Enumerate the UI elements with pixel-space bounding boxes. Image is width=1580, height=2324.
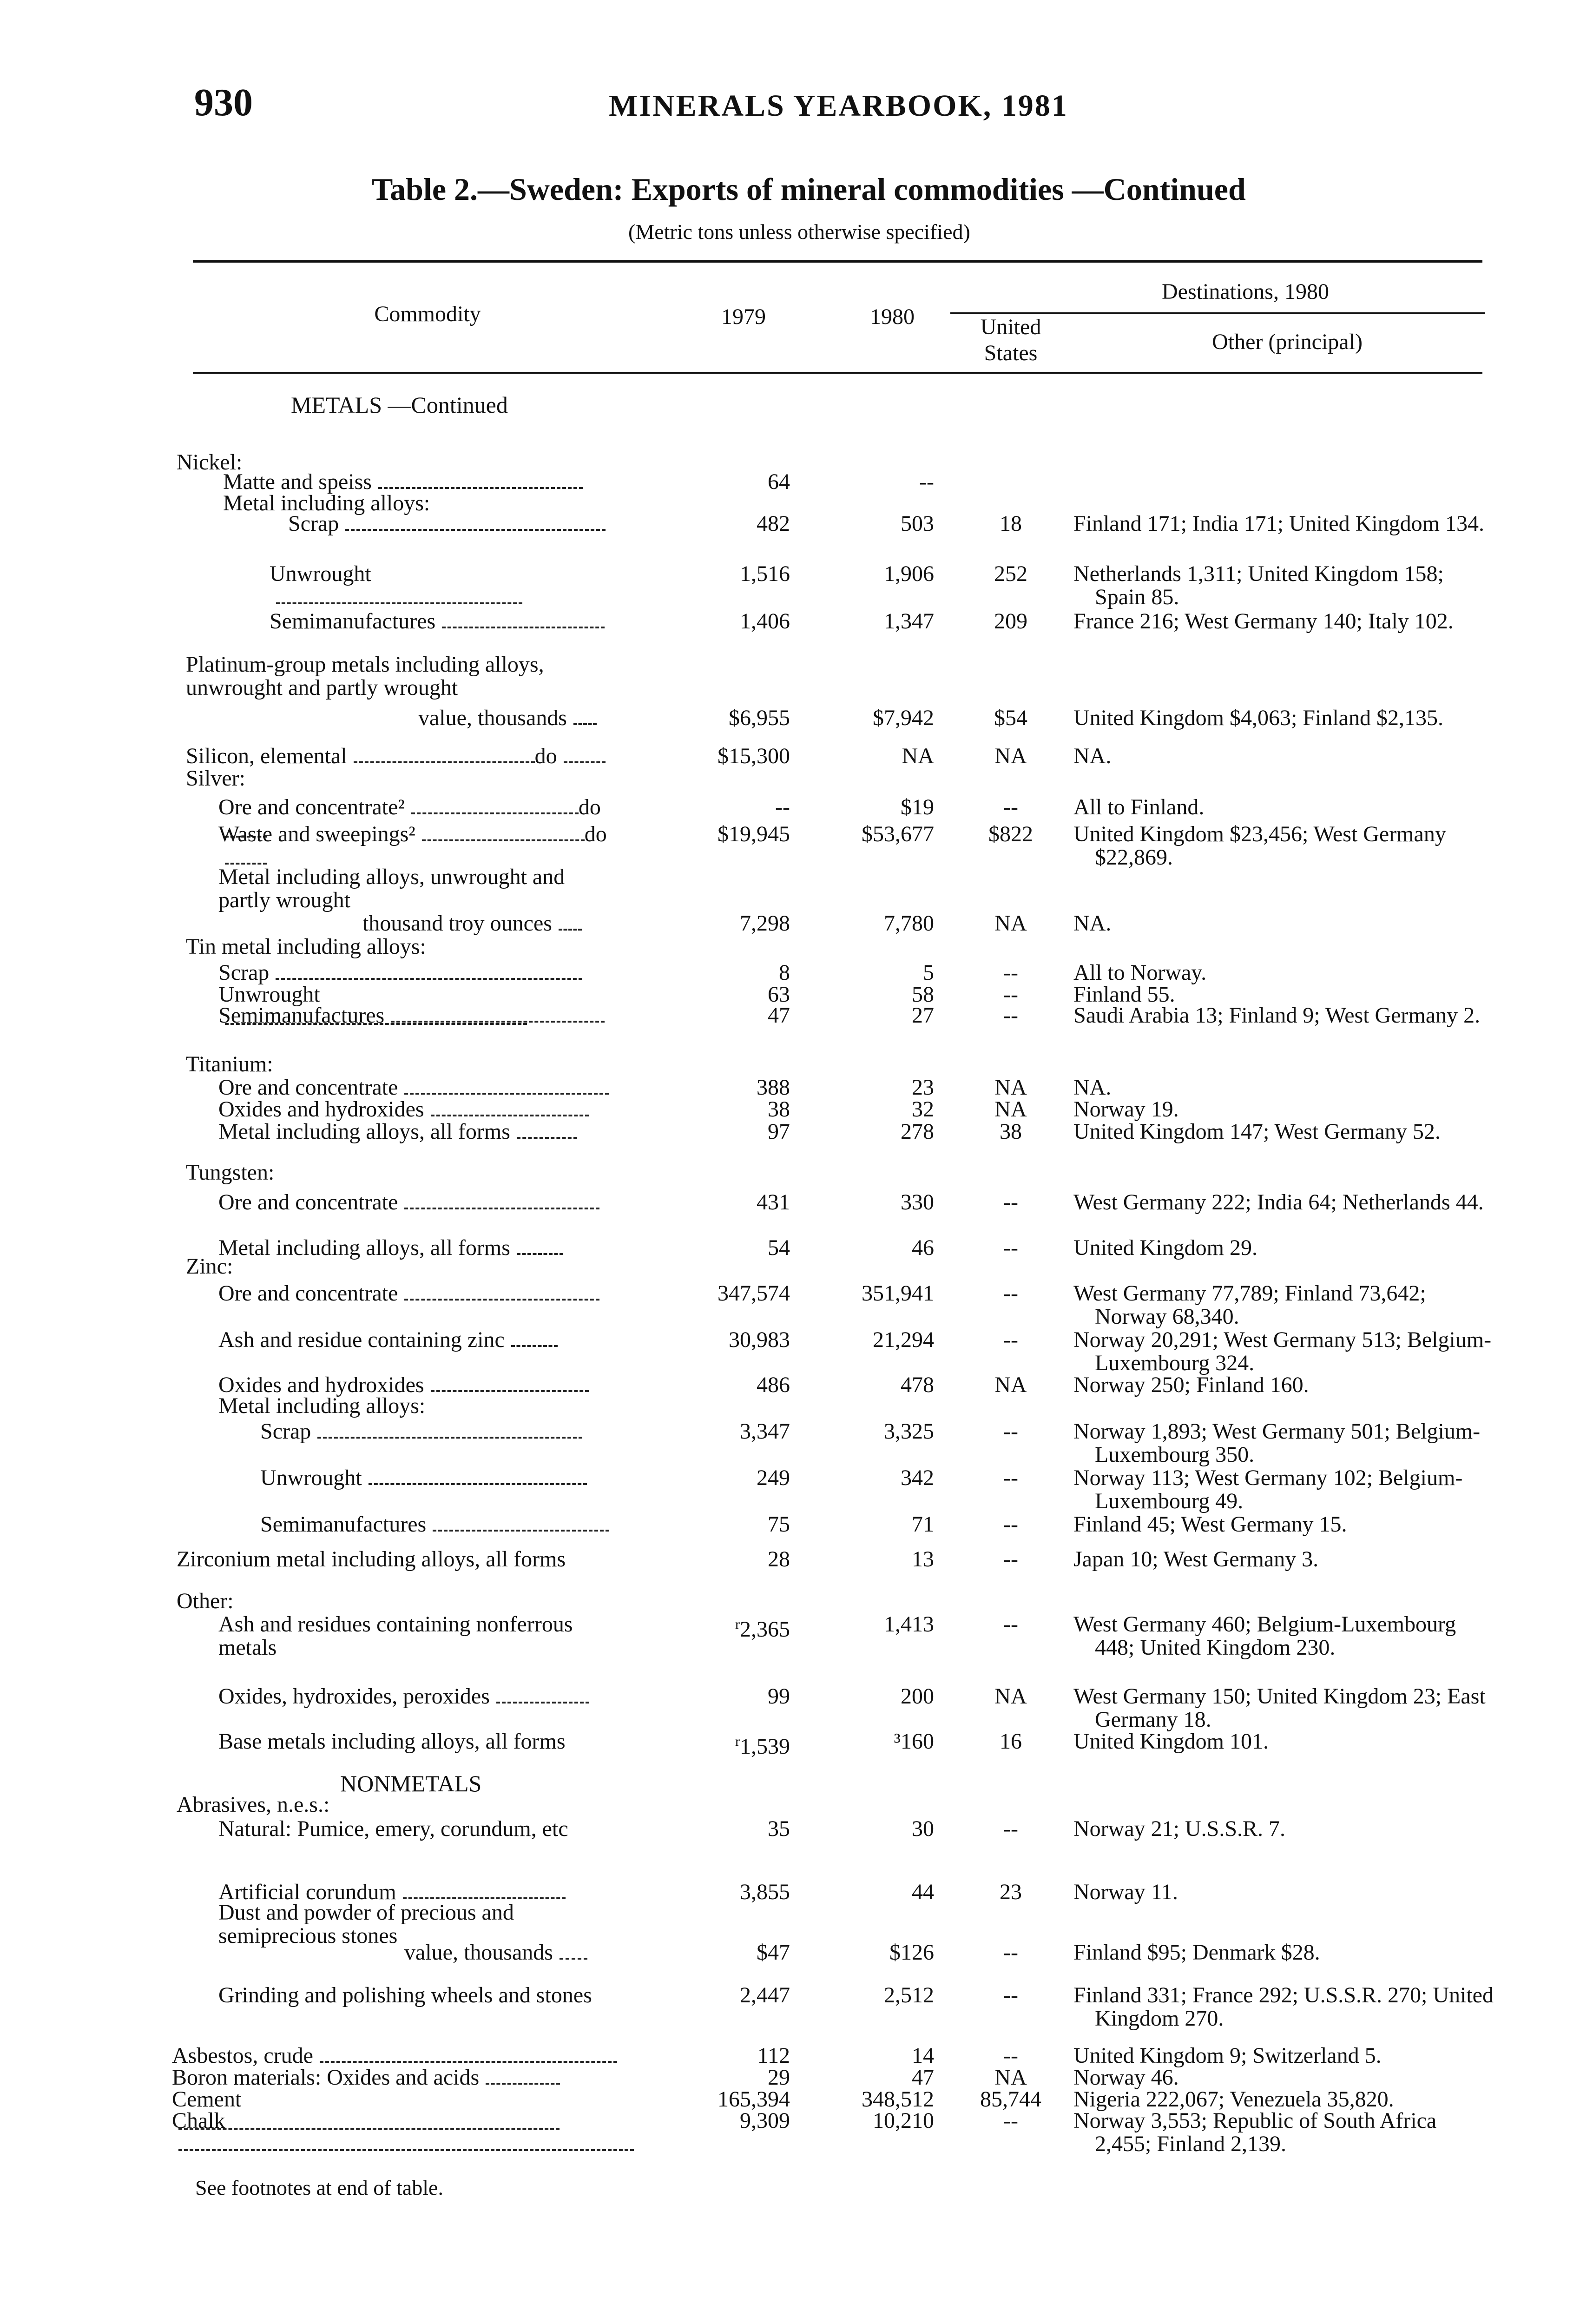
commodity-label: Asbestos, crude <box>0 2044 618 2067</box>
value-1980: 3,325 <box>884 1419 934 1444</box>
commodity-label: Matte and speiss <box>0 470 618 494</box>
commodity-label: Semimanufactures <box>0 1004 618 1027</box>
destinations-other: Japan 10; West Germany 3. <box>1073 1547 1319 1571</box>
dot-leader <box>559 929 582 931</box>
commodity-label: Scrap <box>0 961 618 984</box>
value-united-states: NA <box>994 1075 1027 1100</box>
commodity-label: Oxides and hydroxides <box>0 1373 618 1397</box>
value-1980: 7,780 <box>884 911 934 936</box>
destinations-other: Norway 11. <box>1073 1880 1178 1904</box>
value-1979: 64 <box>768 469 790 494</box>
commodity-label: Metal including alloys: <box>218 1393 426 1418</box>
destinations-other: All to Finland. <box>1073 795 1205 819</box>
header-bottom-rule <box>193 372 1482 374</box>
commodity-label: Metal including alloys: <box>223 491 430 515</box>
commodity-label: Base metals including alloys, all forms <box>218 1729 566 1754</box>
dot-leader <box>369 1483 587 1485</box>
commodity-label: Ore and concentrate <box>0 1191 618 1214</box>
commodity-label: Nickel: <box>177 450 243 475</box>
value-united-states: -- <box>1003 1281 1018 1306</box>
destinations-other: Finland 55. <box>1073 982 1175 1007</box>
unit-ditto: do <box>578 795 601 819</box>
dot-leader <box>573 723 597 725</box>
commodity-label: Ash and residue containing zinc <box>0 1328 618 1352</box>
value-1979: $6,955 <box>729 706 790 730</box>
dot-leader <box>276 602 522 604</box>
value-1980: 351,941 <box>862 1281 934 1306</box>
commodity-label: Semimanufactures <box>0 1513 618 1536</box>
value-1980: 348,512 <box>862 2087 934 2112</box>
value-1980: 58 <box>912 982 934 1007</box>
value-1979: 249 <box>757 1466 790 1490</box>
commodity-label: Zirconium metal including alloys, all forms <box>177 1547 566 1571</box>
commodity-label: Metal including alloys, all forms <box>0 1120 618 1143</box>
value-1980: 21,294 <box>873 1327 934 1352</box>
destinations-other: NA. <box>1073 911 1112 936</box>
dot-leader <box>404 1208 599 1209</box>
commodity-label: Boron materials: Oxides and acids <box>0 2066 618 2089</box>
value-united-states: -- <box>1003 1816 1018 1841</box>
value-1980: $7,942 <box>873 706 934 730</box>
destinations-other: Norway 3,553; Republic of South Africa 2,455; Finland 2,139. <box>1073 2108 1437 2156</box>
value-united-states: NA <box>994 1684 1027 1709</box>
value-1979: 99 <box>768 1684 790 1709</box>
value-1979: 38 <box>768 1097 790 1122</box>
dot-leader <box>422 839 585 841</box>
destinations-other: Norway 1,893; West Germany 501; Belgium-Luxembourg 350. <box>1073 1419 1481 1467</box>
commodity-label: Scrap <box>0 1420 618 1443</box>
value-1979: 63 <box>768 982 790 1007</box>
value-united-states: -- <box>1003 960 1018 985</box>
destinations-other: NA. <box>1073 744 1112 768</box>
dot-leader <box>404 1093 609 1095</box>
value-1980: 23 <box>912 1075 934 1100</box>
value-1979: 35 <box>768 1816 790 1841</box>
destinations-other: Norway 19. <box>1073 1097 1179 1122</box>
commodity-label: Ore and concentrate <box>0 1076 618 1099</box>
destinations-other: West Germany 77,789; Finland 73,642; Norway 68,340. <box>1073 1281 1426 1329</box>
commodity-label: Oxides, hydroxides, peroxides <box>0 1685 618 1708</box>
destinations-other: Finland $95; Denmark $28. <box>1073 1940 1320 1965</box>
value-1979: 347,574 <box>718 1281 790 1306</box>
value-1979: 75 <box>768 1512 790 1537</box>
dot-leader <box>560 1958 587 1960</box>
value-united-states: -- <box>1003 1235 1018 1260</box>
value-1980: 13 <box>912 1547 934 1571</box>
value-united-states: -- <box>1003 1003 1018 1028</box>
destinations-other: United Kingdom 9; Switzerland 5. <box>1073 2043 1382 2068</box>
value-united-states: -- <box>1003 1940 1018 1965</box>
commodity-label: value, thousands <box>0 706 618 730</box>
value-1979: 165,394 <box>718 2087 790 2112</box>
value-1979: $47 <box>757 1940 790 1965</box>
dot-leader <box>442 627 605 628</box>
value-united-states: $54 <box>994 706 1027 730</box>
value-united-states: 16 <box>1000 1729 1022 1754</box>
value-united-states: NA <box>994 911 1027 936</box>
dot-leader <box>391 1021 605 1023</box>
value-1980: 47 <box>912 2065 934 2090</box>
commodity-label: Metal including alloys, unwrought and partly wrought <box>218 865 565 912</box>
commodity-label: Scrap <box>0 512 618 535</box>
value-1980: 200 <box>901 1684 934 1709</box>
value-united-states: NA <box>994 1097 1027 1122</box>
destinations-other: Netherlands 1,311; United Kingdom 158; Spain 85. <box>1073 561 1444 609</box>
value-united-states: -- <box>1003 1466 1018 1490</box>
table-title: Table 2.—Sweden: Exports of mineral commodities —Continued <box>372 172 1246 207</box>
dot-leader <box>517 1137 577 1139</box>
value-united-states: 85,744 <box>980 2087 1041 2112</box>
value-1979: 431 <box>757 1190 790 1215</box>
dot-leader <box>411 812 579 814</box>
commodity-label: Dust and powder of precious and semiprecious stones <box>218 1900 514 1948</box>
page-number: 930 <box>194 81 253 124</box>
header-1979: 1979 <box>721 304 766 329</box>
unit-ditto: do <box>584 822 607 846</box>
value-1980: $19 <box>901 795 934 819</box>
value-1979: 30,983 <box>729 1327 790 1352</box>
commodity-label: Zinc: <box>186 1254 233 1279</box>
value-1980: 2,512 <box>884 1983 934 2007</box>
value-1980: ³160 <box>894 1729 934 1754</box>
commodity-label: Platinum-group metals including alloys, unwrought and partly wrought <box>186 652 544 700</box>
value-united-states: -- <box>1003 1512 1018 1537</box>
value-united-states: -- <box>1003 1547 1018 1571</box>
value-1979: 1,406 <box>740 609 790 634</box>
value-1979: -- <box>775 795 790 819</box>
value-1979: 486 <box>757 1373 790 1397</box>
destinations-other: Norway 20,291; West Germany 513; Belgium-Luxembourg 324. <box>1073 1327 1492 1375</box>
destinations-other: Norway 21; U.S.S.R. 7. <box>1073 1816 1286 1841</box>
running-head: MINERALS YEARBOOK, 1981 <box>609 89 1068 123</box>
destinations-other: West Germany 222; India 64; Netherlands 44. <box>1073 1190 1484 1215</box>
value-1979: 9,309 <box>740 2108 790 2133</box>
commodity-label: Tin metal including alloys: <box>186 934 426 959</box>
value-united-states: NA <box>994 1373 1027 1397</box>
value-1980: 330 <box>901 1190 934 1215</box>
dot-leader <box>511 1345 558 1347</box>
footnote-note: See footnotes at end of table. <box>195 2176 443 2199</box>
header-commodity: Commodity <box>374 302 481 326</box>
value-1980: 30 <box>912 1816 934 1841</box>
destinations-other: United Kingdom $23,456; West Germany $22,869. <box>1073 822 1446 870</box>
commodity-label: Other: <box>177 1589 234 1613</box>
value-united-states: -- <box>1003 1190 1018 1215</box>
value-united-states: -- <box>1003 2108 1018 2133</box>
destinations-other: All to Norway. <box>1073 960 1207 985</box>
destinations-other: Nigeria 222,067; Venezuela 35,820. <box>1073 2087 1394 2112</box>
value-united-states: -- <box>1003 982 1018 1007</box>
destinations-other: Finland 45; West Germany 15. <box>1073 1512 1347 1537</box>
value-united-states: 252 <box>994 561 1027 586</box>
value-1979: 2,447 <box>740 1983 790 2007</box>
dot-leader <box>431 1390 589 1392</box>
commodity-label: thousand troy ounces <box>0 912 618 935</box>
dot-leader <box>496 1702 589 1703</box>
value-1980: 71 <box>912 1512 934 1537</box>
destinations-other: Saudi Arabia 13; Finland 9; West Germany 2. <box>1073 1003 1481 1028</box>
destinations-other: France 216; West Germany 140; Italy 102. <box>1073 609 1454 634</box>
value-1979: $^r$2,365 <box>735 1617 790 1642</box>
value-1979: 29 <box>768 2065 790 2090</box>
value-1980: $53,677 <box>862 822 934 846</box>
commodity-label: Tungsten: <box>186 1160 275 1185</box>
value-1979: 97 <box>768 1119 790 1144</box>
value-1980: 478 <box>901 1373 934 1397</box>
dot-leader <box>345 529 606 531</box>
value-1980: 44 <box>912 1880 934 1904</box>
value-1979: $15,300 <box>718 744 790 768</box>
commodity-label: Unwrought <box>0 1466 618 1490</box>
value-1980: 46 <box>912 1235 934 1260</box>
commodity-label: Metal including alloys, all forms <box>0 1236 618 1260</box>
commodity-label: Chalk <box>0 2109 618 2156</box>
destinations-other: Finland 171; India 171; United Kingdom 134. <box>1073 511 1484 536</box>
value-united-states: 38 <box>1000 1119 1022 1144</box>
value-1980: 32 <box>912 1097 934 1122</box>
value-1979: 28 <box>768 1547 790 1571</box>
destinations-other: Norway 46. <box>1073 2065 1179 2090</box>
dot-leader <box>378 487 583 489</box>
value-united-states: -- <box>1003 1983 1018 2007</box>
value-1979: $^r$1,539 <box>735 1734 790 1759</box>
destinations-other: NA. <box>1073 1075 1112 1100</box>
value-1979: 388 <box>757 1075 790 1100</box>
header-other-principal: Other (principal) <box>1212 330 1363 354</box>
value-1980: 278 <box>901 1119 934 1144</box>
destinations-other: Norway 250; Finland 160. <box>1073 1373 1309 1397</box>
commodity-label: Titanium: <box>186 1052 273 1076</box>
value-1980: NA <box>902 744 934 768</box>
commodity-label: Oxides and hydroxides <box>0 1098 618 1121</box>
value-united-states: 209 <box>994 609 1027 634</box>
table-subtitle: (Metric tons unless otherwise specified) <box>628 220 970 244</box>
value-united-states: NA <box>994 2065 1027 2090</box>
commodity-label: Natural: Pumice, emery, corundum, etc <box>218 1816 568 1841</box>
destinations-other: West Germany 150; United Kingdom 23; East Germany 18. <box>1073 1684 1486 1732</box>
commodity-label: Grinding and polishing wheels and stones <box>218 1983 592 2007</box>
dot-leader <box>317 1437 582 1439</box>
destinations-other: United Kingdom 147; West Germany 52. <box>1073 1119 1441 1144</box>
commodity-label: Silicon, elemental do <box>0 745 618 768</box>
value-united-states: 23 <box>1000 1880 1022 1904</box>
dot-leader <box>403 1897 566 1899</box>
commodity-label: Ore and concentrate <box>0 1282 618 1305</box>
value-united-states: $822 <box>988 822 1033 846</box>
value-1979: 47 <box>768 1003 790 1028</box>
dot-leader <box>178 2149 634 2151</box>
value-1980: 342 <box>901 1466 934 1490</box>
value-1980: 10,210 <box>873 2108 934 2133</box>
commodity-label: value, thousands <box>0 1941 618 1964</box>
dot-leader <box>433 1530 609 1532</box>
destinations-other: Norway 113; West Germany 102; Belgium-Luxembourg 49. <box>1073 1466 1463 1513</box>
value-united-states: -- <box>1003 2043 1018 2068</box>
dot-leader <box>404 1299 599 1301</box>
commodity-label: Unwrought <box>0 562 618 609</box>
commodity-label: Ore and concentrate² do <box>0 796 618 842</box>
commodity-label: Cement <box>0 2088 618 2134</box>
value-united-states: -- <box>1003 795 1018 819</box>
unit-ditto: do <box>534 744 557 768</box>
commodity-label: Semimanufactures <box>0 610 618 633</box>
commodity-label: Artificial corundum <box>0 1881 618 1904</box>
value-1980: 5 <box>923 960 934 985</box>
commodity-label: Abrasives, n.e.s.: <box>177 1792 330 1817</box>
value-1980: 1,906 <box>884 561 934 586</box>
commodity-label: Unwrought <box>0 983 618 1030</box>
value-1979: 112 <box>757 2043 790 2068</box>
value-united-states: 18 <box>1000 511 1022 536</box>
destinations-other: West Germany 460; Belgium-Luxembourg 448; United Kingdom 230. <box>1073 1612 1456 1660</box>
header-united-states: United States <box>980 315 1041 365</box>
value-1980: -- <box>919 469 934 494</box>
destinations-other: United Kingdom 29. <box>1073 1235 1257 1260</box>
value-1980: 14 <box>912 2043 934 2068</box>
table-top-rule <box>193 260 1482 263</box>
value-united-states: -- <box>1003 1327 1018 1352</box>
value-1979: 8 <box>779 960 790 985</box>
header-destinations: Destinations, 1980 <box>1162 279 1329 304</box>
commodity-label: Silver: <box>186 766 245 791</box>
value-1980: 1,347 <box>884 609 934 634</box>
value-1980: 27 <box>912 1003 934 1028</box>
value-1979: 7,298 <box>740 911 790 936</box>
value-1979: 3,347 <box>740 1419 790 1444</box>
value-1980: 1,413 <box>884 1612 934 1637</box>
dot-leader <box>431 1115 589 1116</box>
section-metals: METALS —Continued <box>291 392 508 418</box>
destinations-other: United Kingdom 101. <box>1073 1729 1269 1754</box>
value-united-states: NA <box>994 744 1027 768</box>
dot-leader <box>354 761 535 763</box>
value-united-states: -- <box>1003 1612 1018 1637</box>
value-1979: 482 <box>757 511 790 536</box>
value-united-states: -- <box>1003 1419 1018 1444</box>
commodity-label: Ash and residues containing nonferrous metals <box>218 1612 573 1660</box>
dot-leader <box>276 978 582 980</box>
value-1979: 3,855 <box>740 1880 790 1904</box>
destinations-other: United Kingdom $4,063; Finland $2,135. <box>1073 706 1443 730</box>
value-1980: $126 <box>889 1940 934 1965</box>
value-1980: 503 <box>901 511 934 536</box>
value-1979: 54 <box>768 1235 790 1260</box>
dot-leader <box>320 2061 617 2063</box>
value-1979: $19,945 <box>718 822 790 846</box>
header-1980: 1980 <box>870 304 915 329</box>
commodity-label: Waste and sweepings² do <box>0 823 618 869</box>
dot-leader <box>564 761 606 763</box>
section-nonmetals: NONMETALS <box>340 1770 482 1796</box>
destinations-other: Finland 331; France 292; U.S.S.R. 270; United Kingdom 270. <box>1073 1983 1494 2031</box>
dot-leader <box>486 2083 560 2085</box>
value-1979: 1,516 <box>740 561 790 586</box>
